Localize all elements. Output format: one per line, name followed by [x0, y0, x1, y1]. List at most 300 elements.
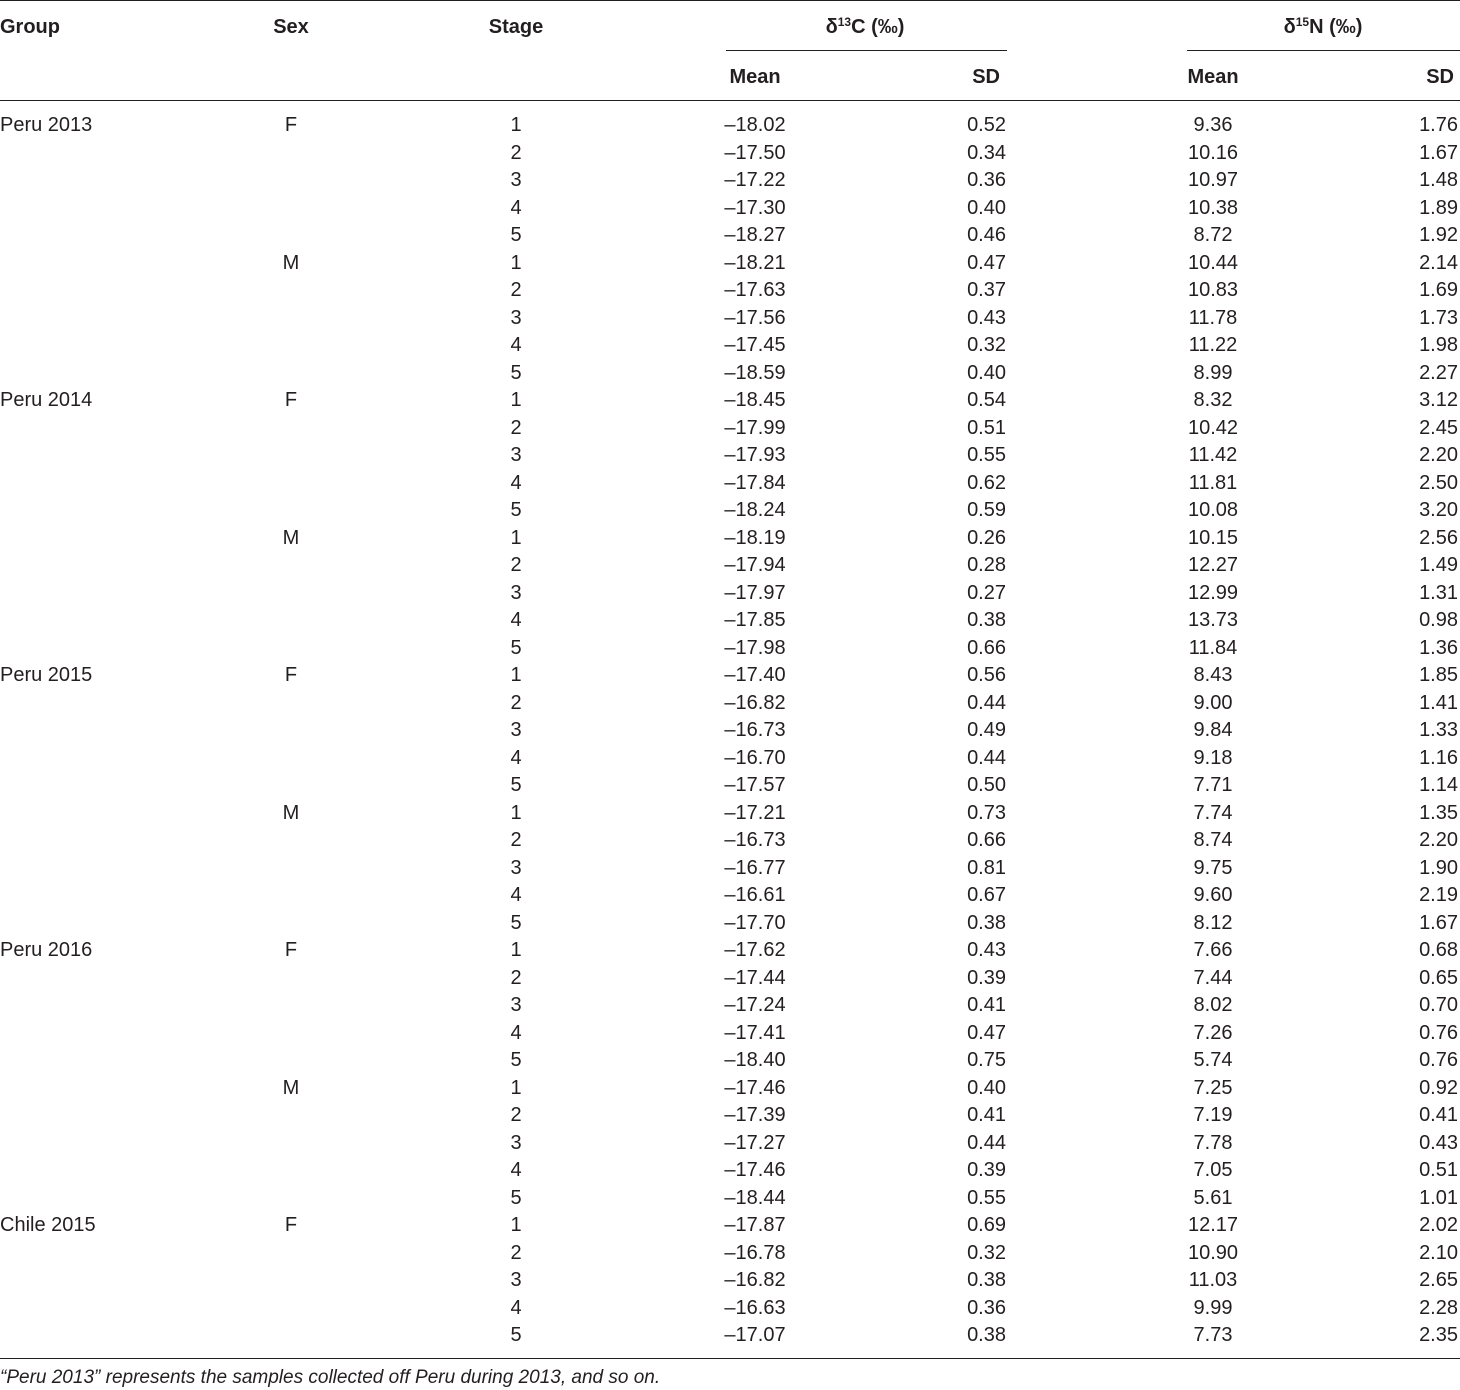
c13-sd-cell: 0.56 — [967, 664, 1006, 686]
n15-sd-cell: 0.76 — [1419, 1021, 1458, 1044]
n15-sd-cell: 0.65 — [1419, 966, 1458, 989]
n15-sd-cell: 0.43 — [1419, 1131, 1458, 1154]
sex-cell: M — [282, 801, 300, 824]
c13-sd-cell: 0.27 — [967, 581, 1006, 604]
c13-sd-cell: 0.59 — [967, 499, 1006, 521]
n15-sd-cell: 1.31 — [1419, 581, 1458, 604]
table-row — [0, 442, 1460, 470]
c13-mean-cell: –17.63 — [724, 279, 786, 301]
c13-mean-cell: –17.87 — [724, 1214, 786, 1236]
n15-sd-cell: 1.35 — [1419, 801, 1458, 824]
header-stage: Stage — [488, 16, 544, 38]
table-row — [0, 1322, 1460, 1350]
table-row — [0, 497, 1460, 525]
n15-mean-cell: 9.00 — [1193, 691, 1233, 714]
header-sex: Sex — [273, 16, 309, 38]
header-group: Group — [0, 16, 60, 38]
stage-cell: 5 — [510, 774, 522, 796]
n15-mean-cell: 11.78 — [1188, 306, 1238, 329]
n15-mean-cell: 11.84 — [1188, 636, 1238, 659]
stage-cell: 3 — [510, 719, 522, 741]
stage-cell: 4 — [510, 746, 522, 769]
n15-sd-cell: 1.73 — [1419, 306, 1458, 329]
n15-mean-cell: 12.99 — [1187, 581, 1239, 604]
stage-cell: 5 — [510, 361, 522, 384]
n15-sd-cell: 1.48 — [1419, 169, 1458, 191]
stage-cell: 3 — [510, 306, 522, 329]
n15-sd-cell: 0.98 — [1419, 609, 1458, 631]
c13-sd-cell: 0.28 — [967, 554, 1006, 576]
c13-sd-cell: 0.54 — [967, 389, 1006, 411]
c13-sd-cell: 0.40 — [967, 196, 1006, 219]
c13-mean-cell: –17.22 — [724, 169, 786, 191]
c13-mean-cell: –17.30 — [724, 196, 786, 219]
n15-label: N (‰) — [1309, 16, 1363, 38]
n15-sd-cell: 0.41 — [1419, 1104, 1458, 1126]
top-rule — [0, 0, 1460, 1]
n15-sd-cell: 0.92 — [1419, 1076, 1458, 1099]
stage-cell: 1 — [510, 251, 522, 274]
table-row — [0, 1075, 1460, 1103]
sex-cell: F — [284, 664, 298, 686]
group-cell: Chile 2015 — [0, 1214, 96, 1236]
c13-sd-cell: 0.32 — [967, 334, 1006, 356]
c13-sd-cell: 0.44 — [967, 691, 1006, 714]
stage-cell: 2 — [510, 691, 522, 714]
table-row — [0, 992, 1460, 1020]
c13-mean-cell: –16.82 — [724, 1269, 786, 1291]
table-row — [0, 662, 1460, 690]
stage-cell: 4 — [510, 334, 522, 356]
c13-mean-cell: –18.24 — [724, 499, 786, 521]
c13-mean-cell: –16.77 — [724, 856, 786, 879]
n15-mean-cell: 7.26 — [1193, 1021, 1233, 1044]
n15-sd-cell: 2.19 — [1419, 884, 1458, 906]
n15-sd-cell: 1.98 — [1419, 334, 1458, 356]
c13-label: C (‰) — [851, 16, 905, 38]
stage-cell: 3 — [510, 1131, 522, 1154]
table-row — [0, 1267, 1460, 1295]
c13-sd-cell: 0.38 — [967, 911, 1006, 934]
group-cell: Peru 2014 — [0, 389, 93, 411]
n15-mean-cell: 7.25 — [1193, 1076, 1233, 1099]
n15-sd-cell: 2.65 — [1419, 1269, 1458, 1291]
c13-mean-cell: –16.70 — [724, 746, 786, 769]
c13-mean-cell: –17.45 — [724, 334, 786, 356]
n15-sd-cell: 0.76 — [1419, 1049, 1458, 1071]
table-row — [0, 360, 1460, 388]
header-n15-sd: SD — [1426, 66, 1454, 88]
n15-sd-cell: 0.68 — [1419, 939, 1458, 961]
c13-mean-cell: –17.84 — [724, 471, 786, 494]
c13-mean-cell: –17.98 — [724, 636, 786, 659]
table-row — [0, 1130, 1460, 1158]
n15-sd-cell: 1.69 — [1419, 279, 1458, 301]
table-row — [0, 222, 1460, 250]
stage-cell: 3 — [510, 994, 522, 1016]
n15-sd-cell: 2.56 — [1419, 526, 1458, 549]
c13-mean-cell: –18.27 — [724, 224, 786, 246]
n15-sd-cell: 1.01 — [1419, 1186, 1458, 1209]
c13-mean-cell: –16.73 — [724, 829, 786, 851]
c13-mean-cell: –17.85 — [724, 609, 786, 631]
stage-cell: 2 — [510, 416, 522, 439]
table-row — [0, 277, 1460, 305]
c13-sd-cell: 0.55 — [967, 1186, 1006, 1209]
n15-sd-cell: 1.33 — [1419, 719, 1458, 741]
n15-sd-cell: 2.45 — [1419, 416, 1458, 439]
n15-mean-cell: 7.74 — [1193, 801, 1233, 824]
c13-mean-cell: –18.44 — [724, 1186, 786, 1209]
n15-sd-cell: 1.36 — [1419, 636, 1458, 659]
n15-sd-cell: 2.28 — [1419, 1296, 1458, 1319]
table-row — [0, 1047, 1460, 1075]
stage-cell: 4 — [510, 884, 522, 906]
header-c13-mean: Mean — [729, 66, 781, 88]
n15-mean-cell: 7.19 — [1193, 1104, 1233, 1126]
group-cell: Peru 2015 — [0, 664, 93, 686]
n15-sd-cell: 1.16 — [1419, 746, 1458, 769]
c13-sd-cell: 0.47 — [967, 1021, 1006, 1044]
table-row — [0, 332, 1460, 360]
n15-mean-cell: 8.99 — [1193, 361, 1233, 384]
c13-sd-cell: 0.40 — [967, 1076, 1006, 1099]
table-row — [0, 1185, 1460, 1213]
n15-mean-cell: 7.44 — [1193, 966, 1233, 989]
c13-mean-cell: –17.70 — [724, 911, 786, 934]
c13-mean-cell: –18.45 — [724, 389, 786, 411]
c13-sd-cell: 0.26 — [967, 526, 1006, 549]
n15-mean-cell: 11.81 — [1188, 471, 1238, 494]
stage-cell: 4 — [510, 1296, 522, 1319]
n15-mean-cell: 10.08 — [1187, 499, 1239, 521]
c13-sd-cell: 0.49 — [967, 719, 1006, 741]
sex-cell: M — [282, 526, 300, 549]
c13-sd-cell: 0.36 — [967, 169, 1006, 191]
c13-sd-cell: 0.66 — [967, 829, 1006, 851]
c13-sd-cell: 0.51 — [967, 416, 1006, 439]
n15-mean-cell: 9.36 — [1193, 114, 1233, 136]
group-cell: Peru 2013 — [0, 114, 93, 136]
n15-sd-cell: 3.20 — [1419, 499, 1458, 521]
c13-sd-cell: 0.81 — [967, 856, 1006, 879]
table-row — [0, 552, 1460, 580]
stage-cell: 1 — [510, 114, 522, 136]
n15-mean-cell: 8.43 — [1193, 664, 1233, 686]
stage-cell: 2 — [510, 1241, 522, 1264]
sex-cell: F — [284, 939, 298, 961]
c13-mean-cell: –17.27 — [724, 1131, 786, 1154]
c13-mean-cell: –17.39 — [724, 1104, 786, 1126]
n15-mean-cell: 7.73 — [1193, 1324, 1233, 1346]
n15-sd-cell: 2.27 — [1419, 361, 1458, 384]
c13-sd-cell: 0.37 — [967, 279, 1006, 301]
stage-cell: 5 — [510, 1186, 522, 1209]
n15-sd-cell: 1.89 — [1419, 196, 1458, 219]
n15-span-rule — [1187, 50, 1460, 51]
c13-sd-cell: 0.55 — [967, 444, 1006, 466]
table-row — [0, 470, 1460, 498]
n15-mean-cell: 7.71 — [1193, 774, 1233, 796]
n15-mean-cell: 10.83 — [1187, 279, 1239, 301]
c13-sd-cell: 0.62 — [967, 471, 1006, 494]
c13-mean-cell: –16.82 — [724, 691, 786, 714]
c13-sd-cell: 0.44 — [967, 746, 1006, 769]
n15-mean-cell: 10.44 — [1187, 251, 1239, 274]
sex-cell: F — [284, 389, 298, 411]
stage-cell: 3 — [510, 1269, 522, 1291]
n15-sd-cell: 1.76 — [1419, 114, 1458, 136]
c13-sd-cell: 0.47 — [967, 251, 1006, 274]
n15-mean-cell: 10.16 — [1187, 141, 1239, 164]
header-n15-mean: Mean — [1187, 66, 1239, 88]
c13-sd-cell: 0.38 — [967, 609, 1006, 631]
n15-mean-cell: 9.99 — [1193, 1296, 1233, 1319]
c13-sd-cell: 0.66 — [967, 636, 1006, 659]
stage-cell: 1 — [510, 1076, 522, 1099]
table-row — [0, 387, 1460, 415]
table-row — [0, 250, 1460, 278]
n15-mean-cell: 10.15 — [1187, 526, 1239, 549]
c13-mean-cell: –17.57 — [724, 774, 786, 796]
table-body — [0, 112, 1460, 1350]
header-delta-n15 — [1284, 15, 1363, 41]
n15-sd-cell: 1.14 — [1419, 774, 1458, 796]
c13-sd-cell: 0.38 — [967, 1269, 1006, 1291]
table-row — [0, 855, 1460, 883]
c13-mean-cell: –17.56 — [724, 306, 786, 329]
stage-cell: 2 — [510, 966, 522, 989]
c13-mean-cell: –17.40 — [724, 664, 786, 686]
n15-mean-cell: 8.72 — [1193, 224, 1233, 246]
table-row — [0, 910, 1460, 938]
sex-cell: F — [284, 1214, 298, 1236]
c13-mean-cell: –17.41 — [724, 1021, 786, 1044]
c13-mean-cell: –18.19 — [724, 526, 786, 549]
n15-mean-cell: 9.18 — [1193, 746, 1233, 769]
n15-mean-cell: 5.61 — [1193, 1186, 1233, 1209]
table-footnote: “Peru 2013” represents the samples collected off Peru during 2013, and so on. — [0, 1367, 661, 1388]
n15-mean-cell: 9.60 — [1193, 884, 1233, 906]
n15-mean-cell: 11.42 — [1188, 444, 1238, 466]
stage-cell: 1 — [510, 526, 522, 549]
table-row — [0, 635, 1460, 663]
stage-cell: 2 — [510, 1104, 522, 1126]
table-row — [0, 525, 1460, 553]
bottom-rule — [0, 1358, 1460, 1359]
table-row — [0, 195, 1460, 223]
n15-mean-cell: 9.84 — [1193, 719, 1233, 741]
stage-cell: 1 — [510, 1214, 522, 1236]
c13-sd-cell: 0.41 — [967, 1104, 1006, 1126]
n15-mean-cell: 5.74 — [1193, 1049, 1233, 1071]
table-row — [0, 607, 1460, 635]
table-row — [0, 882, 1460, 910]
table-row — [0, 827, 1460, 855]
c13-mean-cell: –17.94 — [724, 554, 786, 576]
n15-sd-cell: 3.12 — [1419, 389, 1458, 411]
sex-cell: M — [282, 1076, 300, 1099]
stage-cell: 2 — [510, 279, 522, 301]
c13-sd-cell: 0.43 — [967, 306, 1006, 329]
c13-mean-cell: –17.24 — [724, 994, 786, 1016]
stage-cell: 5 — [510, 911, 522, 934]
c13-sd-cell: 0.32 — [967, 1241, 1006, 1264]
stage-cell: 4 — [510, 1159, 522, 1181]
n15-mean-cell: 10.42 — [1187, 416, 1239, 439]
stage-cell: 3 — [510, 444, 522, 466]
table-row — [0, 800, 1460, 828]
c13-sd-cell: 0.44 — [967, 1131, 1006, 1154]
n15-sd-cell: 1.92 — [1419, 224, 1458, 246]
n15-sd-cell: 0.70 — [1419, 994, 1458, 1016]
c13-mean-cell: –18.59 — [724, 361, 786, 384]
n15-mean-cell: 8.12 — [1193, 911, 1233, 934]
table-row — [0, 1240, 1460, 1268]
c13-mean-cell: –17.07 — [724, 1324, 786, 1346]
header-c13-sd: SD — [972, 66, 1000, 88]
stage-cell: 1 — [510, 664, 522, 686]
table-row — [0, 140, 1460, 168]
n15-sd-cell: 1.41 — [1419, 691, 1458, 714]
c13-mean-cell: –17.62 — [724, 939, 786, 961]
c13-mean-cell: –17.21 — [724, 801, 786, 824]
c13-mean-cell: –16.78 — [724, 1241, 786, 1264]
delta-symbol: δ — [1283, 16, 1296, 38]
n15-superscript: 15 — [1295, 15, 1310, 29]
table-row — [0, 717, 1460, 745]
c13-sd-cell: 0.73 — [967, 801, 1006, 824]
n15-mean-cell: 11.22 — [1188, 334, 1238, 356]
table-row — [0, 937, 1460, 965]
c13-sd-cell: 0.75 — [967, 1049, 1006, 1071]
c13-mean-cell: –16.63 — [724, 1296, 786, 1319]
stage-cell: 2 — [510, 554, 522, 576]
n15-sd-cell: 1.90 — [1419, 856, 1458, 879]
c13-sd-cell: 0.43 — [967, 939, 1006, 961]
table-row — [0, 772, 1460, 800]
c13-sd-cell: 0.38 — [967, 1324, 1006, 1346]
stage-cell: 5 — [510, 224, 522, 246]
c13-span-rule — [726, 50, 1007, 51]
table-row — [0, 112, 1460, 140]
table-row — [0, 1020, 1460, 1048]
c13-mean-cell: –18.40 — [724, 1049, 786, 1071]
n15-mean-cell: 13.73 — [1187, 609, 1239, 631]
c13-sd-cell: 0.40 — [967, 361, 1006, 384]
n15-sd-cell: 1.85 — [1419, 664, 1458, 686]
n15-sd-cell: 1.49 — [1419, 554, 1458, 576]
c13-mean-cell: –18.21 — [724, 251, 786, 274]
n15-mean-cell: 7.66 — [1193, 939, 1233, 961]
sex-cell: M — [282, 251, 300, 274]
c13-sd-cell: 0.36 — [967, 1296, 1006, 1319]
n15-mean-cell: 11.03 — [1188, 1269, 1238, 1291]
n15-sd-cell: 2.20 — [1419, 829, 1458, 851]
stage-cell: 2 — [510, 829, 522, 851]
header-bottom-rule — [0, 100, 1460, 101]
stage-cell: 4 — [510, 196, 522, 219]
n15-mean-cell: 12.27 — [1187, 554, 1239, 576]
n15-sd-cell: 0.51 — [1419, 1159, 1458, 1181]
c13-sd-cell: 0.69 — [967, 1214, 1006, 1236]
n15-sd-cell: 2.14 — [1419, 251, 1458, 274]
c13-sd-cell: 0.67 — [967, 884, 1006, 906]
stage-cell: 3 — [510, 856, 522, 879]
n15-mean-cell: 8.74 — [1193, 829, 1233, 851]
n15-mean-cell: 7.78 — [1193, 1131, 1233, 1154]
table-row — [0, 965, 1460, 993]
c13-sd-cell: 0.52 — [967, 114, 1006, 136]
sex-cell: F — [284, 114, 298, 136]
stage-cell: 3 — [510, 581, 522, 604]
n15-mean-cell: 7.05 — [1193, 1159, 1233, 1181]
n15-mean-cell: 12.17 — [1187, 1214, 1239, 1236]
n15-mean-cell: 10.97 — [1187, 169, 1239, 191]
stage-cell: 1 — [510, 389, 522, 411]
n15-mean-cell: 8.32 — [1193, 389, 1233, 411]
stage-cell: 4 — [510, 609, 522, 631]
c13-sd-cell: 0.50 — [967, 774, 1006, 796]
table-row — [0, 1102, 1460, 1130]
c13-sd-cell: 0.34 — [967, 141, 1006, 164]
c13-mean-cell: –17.46 — [724, 1076, 786, 1099]
table-row — [0, 305, 1460, 333]
c13-mean-cell: –16.61 — [724, 884, 786, 906]
table-row — [0, 415, 1460, 443]
stage-cell: 4 — [510, 1021, 522, 1044]
table-row — [0, 745, 1460, 773]
n15-mean-cell: 9.75 — [1193, 856, 1233, 879]
c13-sd-cell: 0.39 — [967, 966, 1006, 989]
stage-cell: 5 — [510, 1049, 522, 1071]
c13-mean-cell: –17.46 — [724, 1159, 786, 1181]
n15-sd-cell: 1.67 — [1419, 911, 1458, 934]
c13-mean-cell: –17.97 — [724, 581, 786, 604]
n15-sd-cell: 2.20 — [1419, 444, 1458, 466]
n15-mean-cell: 10.38 — [1187, 196, 1239, 219]
stage-cell: 5 — [510, 1324, 522, 1346]
table-row — [0, 1212, 1460, 1240]
table-row — [0, 167, 1460, 195]
table-row — [0, 1157, 1460, 1185]
c13-mean-cell: –18.02 — [724, 114, 786, 136]
stage-cell: 2 — [510, 141, 522, 164]
n15-sd-cell: 2.50 — [1419, 471, 1458, 494]
c13-sd-cell: 0.41 — [967, 994, 1006, 1016]
n15-mean-cell: 8.02 — [1193, 994, 1233, 1016]
table-row — [0, 690, 1460, 718]
n15-sd-cell: 1.67 — [1419, 141, 1458, 164]
c13-mean-cell: –17.93 — [724, 444, 786, 466]
group-cell: Peru 2016 — [0, 939, 93, 961]
table-row — [0, 1295, 1460, 1323]
n15-mean-cell: 10.90 — [1187, 1241, 1239, 1264]
table-row — [0, 580, 1460, 608]
c13-mean-cell: –17.44 — [724, 966, 786, 989]
header-delta-c13 — [826, 15, 905, 41]
n15-sd-cell: 2.10 — [1419, 1241, 1458, 1264]
n15-sd-cell: 2.02 — [1419, 1214, 1458, 1236]
n15-sd-cell: 2.35 — [1419, 1324, 1458, 1346]
stage-cell: 4 — [510, 471, 522, 494]
c13-mean-cell: –17.50 — [724, 141, 786, 164]
stage-cell: 5 — [510, 636, 522, 659]
delta-symbol: δ — [825, 16, 838, 38]
c13-mean-cell: –17.99 — [724, 416, 786, 439]
stage-cell: 1 — [510, 801, 522, 824]
stage-cell: 3 — [510, 169, 522, 191]
